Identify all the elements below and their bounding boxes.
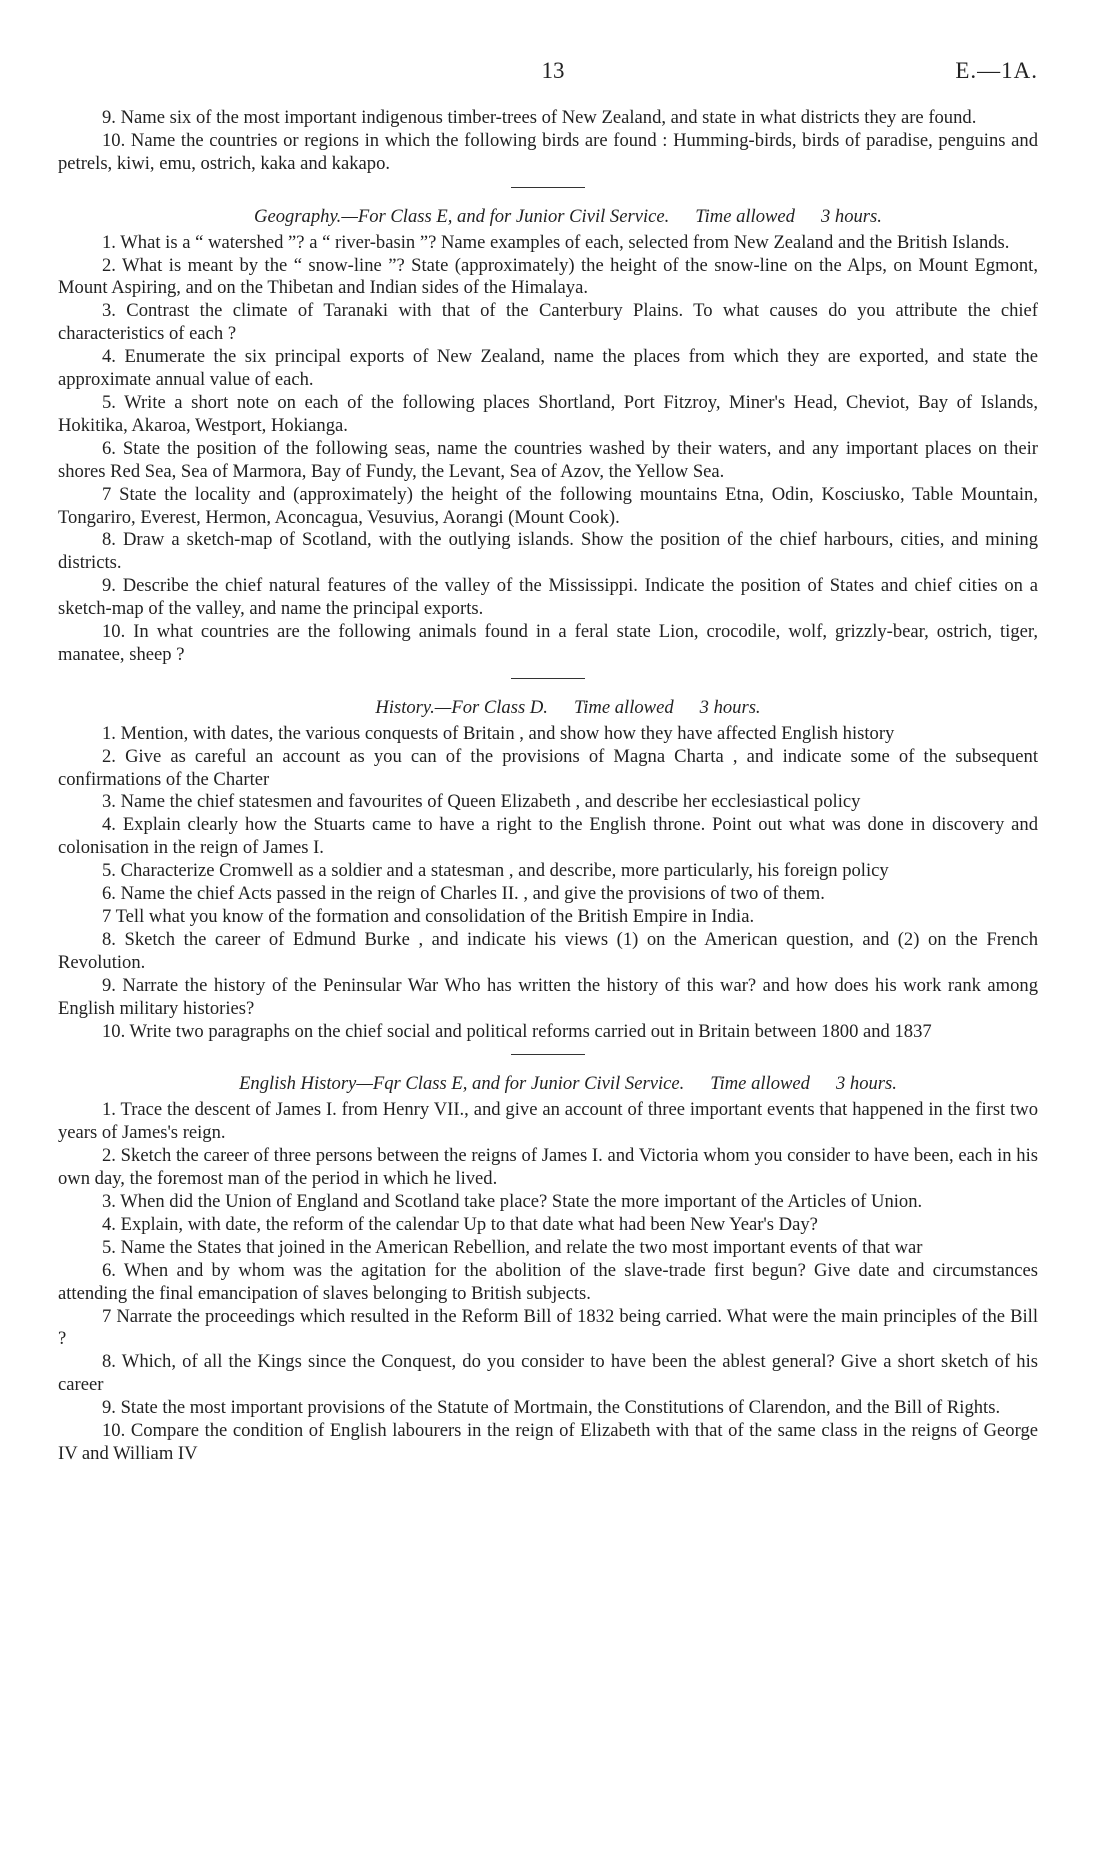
question-item: 6. State the position of the following seas, name the countries washed by their waters, and any important places on their shores Red Sea, Sea of Marmora, Bay of Fundy, the Levant, Sea of Azov, the Yellow Sea.: [58, 437, 1038, 482]
page-header: [58, 58, 1038, 86]
question-item: 5. Name the States that joined in the American Rebellion, and relate the two most important events of that war: [102, 1236, 923, 1258]
question-item: 9. Name six of the most important indigenous timber-trees of New Zealand, and state in what districts they are found.: [102, 107, 977, 128]
question-item: 7 Narrate the proceedings which resulted in the Reform Bill of 1832 being carried. What were the main principles of the Bill ?: [58, 1305, 1038, 1350]
question-item: 1. Mention, with dates, the various conquests of Britain , and show how they have affected English history: [102, 722, 895, 744]
section-heading-geography: Geography.—For Class E, and for Junior Civil Service. Time allowed 3 hours.: [254, 205, 882, 227]
question-item: 4. Enumerate the six principal exports of New Zealand, name the places from which they are exported, and state the approximate annual value of each.: [58, 346, 1038, 391]
question-item: 3. Contrast the climate of Taranaki with that of the Canterbury Plains. To what causes do you attribute the chief characteristics of each ?: [58, 300, 1038, 345]
section-divider: [511, 678, 585, 679]
document-reference: E.—1A.: [955, 58, 1038, 83]
question-item: 10. Compare the condition of English labourers in the reign of Elizabeth with that of the same class in the reigns of George IV and William IV: [58, 1420, 1038, 1464]
section-heading-english-history: English History—Fqr Class E, and for Junior Civil Service. Time allowed 3 hours.: [239, 1073, 897, 1095]
question-item: 9. State the most important provisions of the Statute of Mortmain, the Constitutions of Clarendon, and the Bill of Rights.: [102, 1397, 1001, 1419]
question-item: 1. Trace the descent of James I. from Henry VII., and give an account of three important events that happened in the first two years of James's reign.: [58, 1099, 1038, 1144]
section-divider: [511, 187, 585, 188]
page-number: 13: [541, 58, 565, 83]
page-content: [58, 107, 1038, 1466]
question-item: 6. When and by whom was the agitation for the abolition of the slave-trade first begun? Give date and circumstances attending the final emancipation of slaves belonging to British subjects.: [58, 1259, 1038, 1304]
question-item: 2. What is meant by the “ snow-line ”? State (approximately) the height of the snow-line on the Alps, on Mount Egmont, Mount Aspiring, and on the Thibetan and Indian sides of the Himalaya.: [58, 254, 1038, 299]
section-divider: [511, 1054, 585, 1055]
question-item: 1. What is a “ watershed ”? a “ river-basin ”? Name examples of each, selected from New Zealand and the British Islands.: [102, 231, 1010, 253]
question-item: 8. Which, of all the Kings since the Conquest, do you consider to have been the ablest general? Give a short sketch of his career: [58, 1351, 1038, 1396]
question-item: 7 State the locality and (approximately) the height of the following mountains Etna, Odin, Kosciusko, Table Mountain, Tongariro, Everest, Hermon, Aconcagua, Vesuvius, Aorangi (Mount Cook).: [58, 483, 1038, 528]
question-item: 10. In what countries are the following animals found in a feral state Lion, crocodile, wolf, grizzly-bear, ostrich, tiger, manatee, sheep ?: [58, 621, 1038, 665]
question-item: 10. Write two paragraphs on the chief social and political reforms carried out in Britain between 1800 and 1837: [102, 1020, 932, 1042]
question-item: 6. Name the chief Acts passed in the reign of Charles II. , and give the provisions of two of them.: [102, 883, 825, 905]
question-item: 7 Tell what you know of the formation and consolidation of the British Empire in India.: [102, 906, 755, 927]
question-item: 4. Explain clearly how the Stuarts came to have a right to the English throne. Point out what was done in discovery and colonisation in the reign of James I.: [58, 814, 1038, 859]
question-item: 4. Explain, with date, the reform of the calendar Up to that date what had been New Year's Day?: [102, 1213, 818, 1235]
question-item: 5. Characterize Cromwell as a soldier and a statesman , and describe, more particularly, his foreign policy: [102, 860, 889, 882]
question-item: 10. Name the countries or regions in which the following birds are found : Humming-birds, birds of paradise, penguins and petrels, kiwi, emu, ostrich, kaka and kakapo.: [58, 129, 1038, 174]
question-item: 5. Write a short note on each of the following places Shortland, Port Fitzroy, Miner's Head, Cheviot, Bay of Islands, Hokitika, Akaroa, Westport, Hokianga.: [58, 391, 1038, 436]
question-item: 8. Draw a sketch-map of Scotland, with the outlying islands. Show the position of the chief harbours, cities, and mining districts.: [58, 529, 1038, 574]
question-item: 2. Give as careful an account as you can of the provisions of Magna Charta , and indicate some of the subsequent confirmations of the Charter: [58, 745, 1038, 790]
question-item: 2. Sketch the career of three persons between the reigns of James I. and Victoria whom you consider to have been, each in his own day, the foremost man of the period in which he lived.: [58, 1145, 1038, 1190]
question-item: 8. Sketch the career of Edmund Burke , and indicate his views (1) on the American question, and (2) on the French Revolution.: [58, 928, 1038, 973]
document-page: [58, 0, 1038, 1867]
question-item: 9. Describe the chief natural features of the valley of the Mississippi. Indicate the position of States and chief cities on a sketch-map of the valley, and name the principal exports.: [58, 575, 1038, 620]
section-heading-history: History.—For Class D. Time allowed 3 hours.: [375, 696, 761, 718]
question-item: 3. Name the chief statesmen and favourites of Queen Elizabeth , and describe her ecclesiastical policy: [102, 791, 861, 813]
question-item: 9. Narrate the history of the Peninsular War Who has written the history of this war? and how does his work rank among English military histories?: [58, 974, 1038, 1019]
question-item: 3. When did the Union of England and Scotland take place? State the more important of the Articles of Union.: [102, 1190, 923, 1212]
